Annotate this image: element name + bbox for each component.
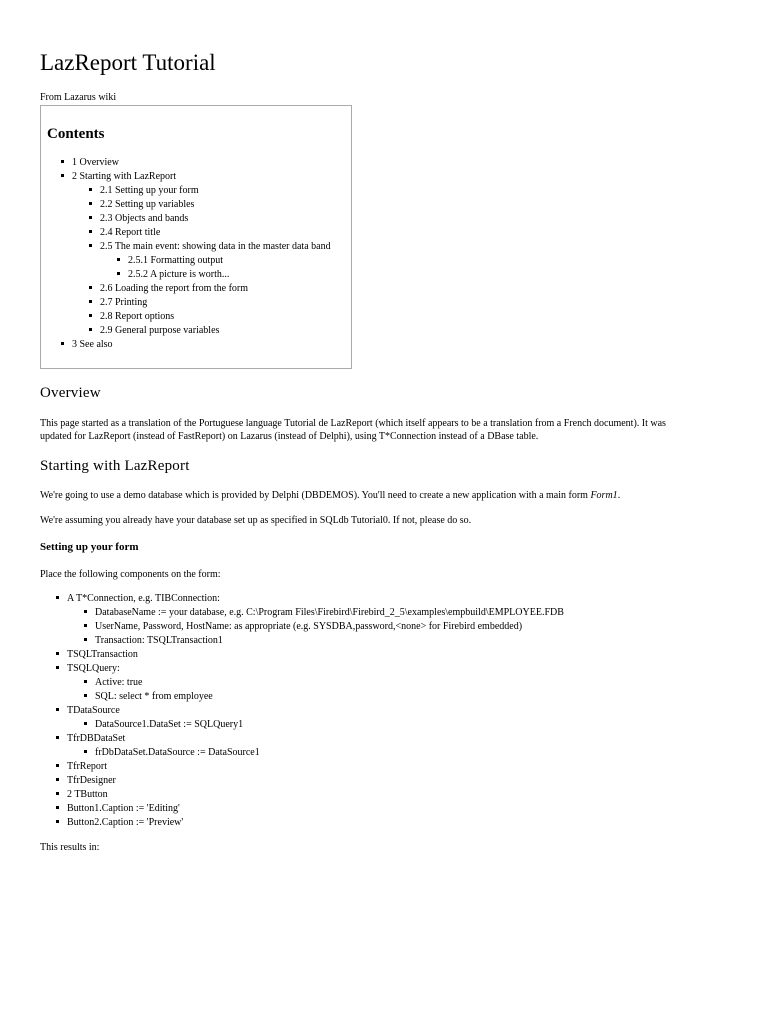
component-item bbox=[0, 648, 564, 662]
component-item-label: Transaction: TSQLTransaction1 bbox=[95, 635, 223, 646]
toc-item bbox=[41, 296, 331, 310]
toc-item bbox=[41, 324, 331, 338]
bullet-icon bbox=[89, 286, 92, 289]
component-item bbox=[0, 676, 564, 690]
component-item-label: UserName, Password, HostName: as appropriate (e.g. SYSDBA,password,<none> for Firebird embedded) bbox=[95, 621, 523, 632]
table-of-contents bbox=[40, 105, 352, 369]
starting-paragraph-1-end: . bbox=[617, 490, 621, 501]
component-item-label: 2 TButton bbox=[67, 789, 108, 800]
toc-item-label: 2.3 Objects and bands bbox=[100, 213, 189, 224]
bullet-icon bbox=[56, 820, 59, 823]
bullet-icon bbox=[56, 806, 59, 809]
bullet-icon bbox=[89, 300, 92, 303]
bullet-icon bbox=[89, 202, 92, 205]
toc-heading: Contents bbox=[47, 126, 105, 142]
toc-item-label: 2.5.1 Formatting output bbox=[128, 255, 223, 266]
bullet-icon bbox=[84, 694, 87, 697]
toc-item bbox=[41, 310, 331, 324]
toc-item-label: 2.4 Report title bbox=[100, 227, 161, 238]
toc-item bbox=[41, 184, 331, 198]
component-item-label: Active: true bbox=[95, 677, 143, 688]
bullet-icon bbox=[56, 778, 59, 781]
bullet-icon bbox=[56, 736, 59, 739]
results-text: This results in: bbox=[40, 842, 100, 853]
page-title: LazReport Tutorial bbox=[40, 50, 216, 75]
bullet-icon bbox=[84, 638, 87, 641]
toc-item-label: 2.6 Loading the report from the form bbox=[100, 283, 249, 294]
bullet-icon bbox=[117, 258, 120, 261]
component-item bbox=[0, 802, 564, 816]
bullet-icon bbox=[89, 328, 92, 331]
toc-item bbox=[41, 198, 331, 212]
toc-item bbox=[41, 254, 331, 268]
toc-item-label: 2.5.2 A picture is worth... bbox=[128, 269, 230, 280]
component-item-label: DataSource1.DataSet := SQLQuery1 bbox=[95, 719, 244, 730]
starting-paragraph-1-text: We're going to use a demo database which is provided by Delphi (DBDEMOS). You'll need to create a new application with a main form bbox=[40, 490, 591, 501]
bullet-icon bbox=[84, 722, 87, 725]
bullet-icon bbox=[89, 314, 92, 317]
starting-heading: Starting with LazReport bbox=[40, 458, 190, 474]
component-item-label: Button1.Caption := 'Editing' bbox=[67, 803, 180, 814]
component-item bbox=[0, 634, 564, 648]
bullet-icon bbox=[117, 272, 120, 275]
bullet-icon bbox=[89, 230, 92, 233]
component-item-label: TfrDesigner bbox=[67, 775, 116, 786]
component-item-label: TSQLTransaction bbox=[67, 649, 138, 660]
toc-item-label: 2.9 General purpose variables bbox=[100, 325, 220, 336]
component-item-label: TSQLQuery: bbox=[67, 663, 120, 674]
toc-item bbox=[41, 170, 331, 184]
bullet-icon bbox=[56, 652, 59, 655]
component-item-label: frDbDataSet.DataSource := DataSource1 bbox=[95, 747, 260, 758]
toc-item-label: 2.5 The main event: showing data in the master data band bbox=[100, 241, 331, 252]
component-item bbox=[0, 760, 564, 774]
component-item bbox=[0, 662, 564, 676]
component-item bbox=[0, 774, 564, 788]
toc-item-label: 2.2 Setting up variables bbox=[100, 199, 195, 210]
component-item bbox=[0, 732, 564, 746]
bullet-icon bbox=[61, 342, 64, 345]
overview-line-2: updated for LazReport (instead of FastReport) on Lazarus (instead of Delphi), using T*Connection instead of a DBase table. bbox=[40, 431, 539, 442]
page-subtitle: From Lazarus wiki bbox=[40, 92, 117, 103]
component-item bbox=[0, 746, 564, 760]
setup-intro: Place the following components on the form: bbox=[40, 569, 221, 580]
component-item bbox=[0, 690, 564, 704]
overview-line-1: This page started as a translation of the Portuguese language Tutorial de LazReport (which itself appears to be a translation from a French document). It was bbox=[40, 418, 666, 429]
toc-item-label: 2.8 Report options bbox=[100, 311, 175, 322]
toc-item bbox=[41, 282, 331, 296]
bullet-icon bbox=[89, 216, 92, 219]
toc-item-label: 1 Overview bbox=[72, 157, 119, 168]
toc-item bbox=[41, 226, 331, 240]
bullet-icon bbox=[84, 624, 87, 627]
toc-item bbox=[41, 156, 331, 170]
bullet-icon bbox=[56, 708, 59, 711]
bullet-icon bbox=[89, 188, 92, 191]
starting-paragraph-2: We're assuming you already have your database set up as specified in SQLdb Tutorial0. If not, please do so. bbox=[40, 515, 472, 526]
toc-item bbox=[41, 240, 331, 254]
components-list bbox=[0, 592, 564, 830]
toc-item-label: 3 See also bbox=[72, 339, 113, 350]
toc-item bbox=[41, 212, 331, 226]
component-item bbox=[0, 704, 564, 718]
component-item-label: TfrReport bbox=[67, 761, 107, 772]
starting-paragraph-1 bbox=[40, 489, 720, 502]
toc-list bbox=[41, 156, 331, 352]
bullet-icon bbox=[61, 174, 64, 177]
component-item-label: A T*Connection, e.g. TIBConnection: bbox=[67, 593, 220, 604]
component-item bbox=[0, 592, 564, 606]
toc-item bbox=[41, 268, 331, 282]
component-item-label: SQL: select * from employee bbox=[95, 691, 213, 702]
component-item-label: DatabaseName := your database, e.g. C:\Program Files\Firebird\Firebird_2_5\examples\empbuild\EMPLOYEE.FDB bbox=[95, 607, 564, 618]
overview-heading: Overview bbox=[40, 385, 101, 401]
bullet-icon bbox=[56, 792, 59, 795]
bullet-icon bbox=[84, 610, 87, 613]
component-item-label: TfrDBDataSet bbox=[67, 733, 126, 744]
bullet-icon bbox=[56, 596, 59, 599]
bullet-icon bbox=[84, 750, 87, 753]
bullet-icon bbox=[56, 666, 59, 669]
component-item bbox=[0, 620, 564, 634]
toc-item bbox=[41, 338, 331, 352]
component-item-label: TDataSource bbox=[67, 705, 120, 716]
component-item bbox=[0, 816, 564, 830]
bullet-icon bbox=[84, 680, 87, 683]
component-item-label: Button2.Caption := 'Preview' bbox=[67, 817, 184, 828]
toc-item-label: 2.1 Setting up your form bbox=[100, 185, 199, 196]
component-item bbox=[0, 788, 564, 802]
bullet-icon bbox=[56, 764, 59, 767]
bullet-icon bbox=[89, 244, 92, 247]
toc-item-label: 2 Starting with LazReport bbox=[72, 171, 177, 182]
toc-item-label: 2.7 Printing bbox=[100, 297, 148, 308]
setup-heading: Setting up your form bbox=[40, 541, 139, 553]
form-name: Form1 bbox=[590, 490, 618, 501]
component-item bbox=[0, 718, 564, 732]
component-item bbox=[0, 606, 564, 620]
bullet-icon bbox=[61, 160, 64, 163]
